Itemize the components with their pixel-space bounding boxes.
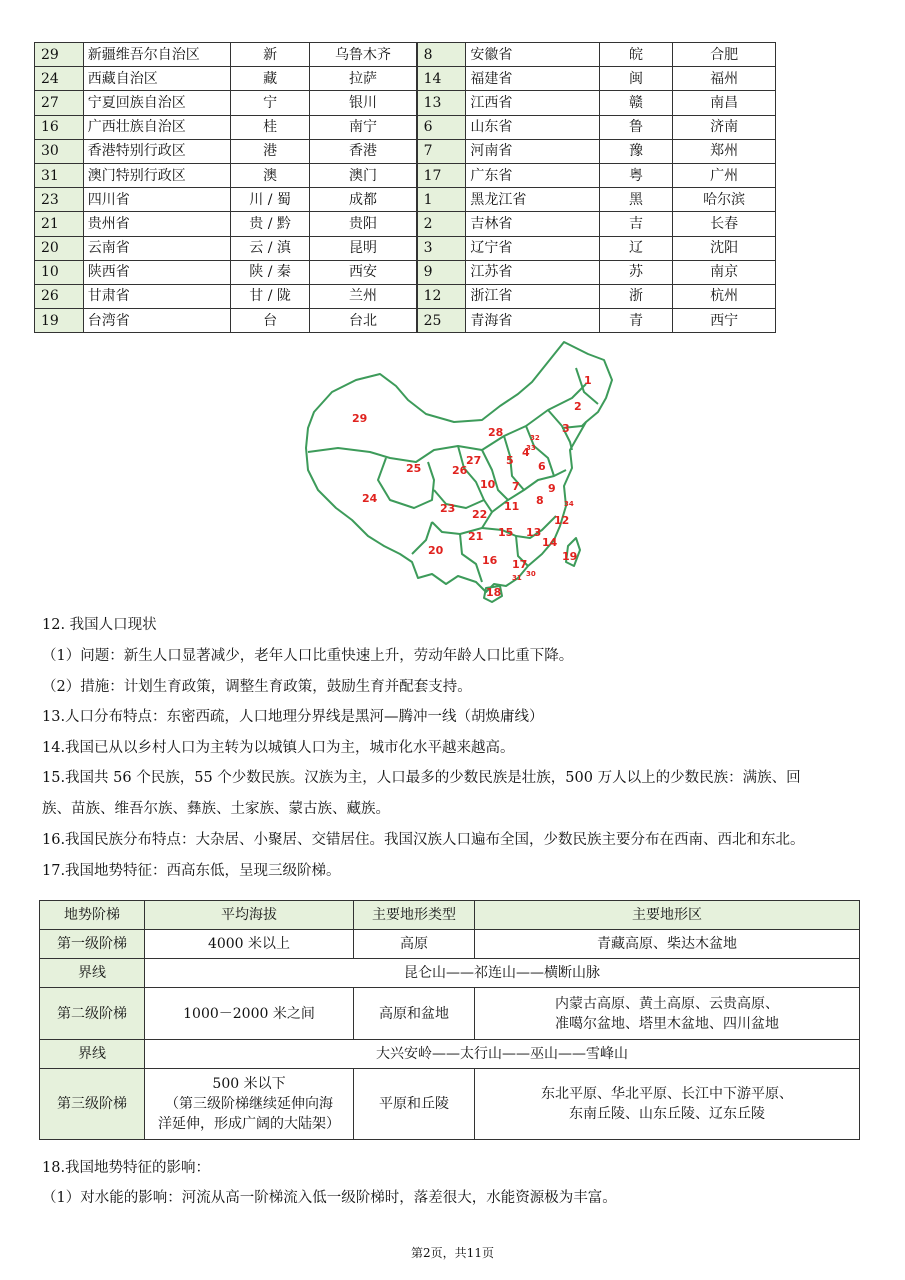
cell-left-number: 26 [35, 284, 84, 308]
province-row [35, 139, 776, 163]
header-cell: 主要地形类型 [354, 901, 475, 930]
cell-right-capital: 长春 [673, 212, 776, 236]
cell-left-name: 西藏自治区 [83, 67, 230, 91]
cell-left-capital: 台北 [310, 309, 417, 333]
map-label-34: 34 [564, 500, 574, 508]
cell-left-number: 30 [35, 139, 84, 163]
cell-left-name: 四川省 [83, 188, 230, 212]
cell-left-number: 24 [35, 67, 84, 91]
map-label-16: 16 [482, 554, 498, 567]
cell-right-abbreviation: 黑 [599, 188, 672, 212]
paragraph-population-title: 12. 我国人口现状 [42, 617, 157, 633]
map-label-8: 8 [536, 494, 544, 507]
map-label-24: 24 [362, 492, 378, 505]
province-row [35, 115, 776, 139]
map-label-31: 31 [512, 574, 522, 582]
cell-left-name: 广西壮族自治区 [83, 115, 230, 139]
step-areas [475, 1069, 860, 1140]
terrain-row-border2 [40, 1040, 860, 1069]
terrain-row-step3 [40, 1069, 860, 1140]
step-altitude-line: 500 米以下 [212, 1076, 286, 1092]
cell-right-capital: 济南 [673, 115, 776, 139]
step-altitude-line: 洋延伸，形成广阔的大陆架） [158, 1116, 340, 1132]
map-label-22: 22 [472, 508, 488, 521]
map-label-23: 23 [440, 502, 456, 515]
paragraph-urbanization: 14.我国已从以乡村人口为主转为以城镇人口为主，城市化水平越来越高。 [42, 740, 515, 756]
province-row [35, 67, 776, 91]
map-label-26: 26 [452, 464, 468, 477]
cell-left-capital: 乌鲁木齐 [310, 43, 417, 67]
cell-left-capital: 西安 [310, 260, 417, 284]
cell-right-abbreviation: 鲁 [599, 115, 672, 139]
cell-left-abbreviation: 贵 / 黔 [230, 212, 310, 236]
cell-right-name: 青海省 [466, 309, 600, 333]
cell-left-capital: 成都 [310, 188, 417, 212]
cell-right-capital: 南昌 [673, 91, 776, 115]
province-row [35, 91, 776, 115]
step-areas-line: 东南丘陵、山东丘陵、辽东丘陵 [569, 1106, 765, 1122]
cell-left-abbreviation: 台 [230, 309, 310, 333]
step-landform: 平原和丘陵 [354, 1069, 475, 1140]
cell-right-abbreviation: 豫 [599, 139, 672, 163]
cell-left-capital: 南宁 [310, 115, 417, 139]
map-label-20: 20 [428, 544, 444, 557]
cell-right-number: 17 [417, 163, 466, 187]
cell-left-abbreviation: 藏 [230, 67, 310, 91]
page-footer: 第2页，共11页 [411, 1246, 494, 1260]
cell-right-abbreviation: 赣 [599, 91, 672, 115]
cell-left-abbreviation: 桂 [230, 115, 310, 139]
map-label-29: 29 [352, 412, 368, 425]
border-line-text: 大兴安岭——太行山——巫山——雪峰山 [145, 1040, 860, 1069]
china-province-map [286, 340, 626, 604]
cell-left-number: 31 [35, 163, 84, 187]
cell-left-number: 16 [35, 115, 84, 139]
paragraph-ethnic-distribution: 16.我国民族分布特点：大杂居、小聚居、交错居住。我国汉族人口遍布全国，少数民族主要分布在西南、西北和东北。 [42, 832, 805, 848]
cell-left-number: 27 [35, 91, 84, 115]
province-row [35, 260, 776, 284]
cell-left-name: 贵州省 [83, 212, 230, 236]
cell-right-number: 13 [417, 91, 466, 115]
cell-right-number: 3 [417, 236, 466, 260]
step-landform: 高原 [354, 930, 475, 959]
cell-left-number: 20 [35, 236, 84, 260]
cell-right-capital: 郑州 [673, 139, 776, 163]
cell-right-abbreviation: 浙 [599, 284, 672, 308]
terrain-row-step2 [40, 988, 860, 1040]
cell-right-number: 2 [417, 212, 466, 236]
step-areas: 青藏高原、柴达木盆地 [475, 930, 860, 959]
cell-right-name: 吉林省 [466, 212, 600, 236]
map-label-19: 19 [562, 550, 578, 563]
map-label-32: 32 [530, 434, 540, 442]
paragraph-terrain-feature: 17.我国地势特征：西高东低，呈现三级阶梯。 [42, 863, 341, 879]
map-label-11: 11 [504, 500, 520, 513]
cell-right-abbreviation: 青 [599, 309, 672, 333]
border-label: 界线 [40, 959, 145, 988]
cell-right-name: 浙江省 [466, 284, 600, 308]
cell-left-abbreviation: 宁 [230, 91, 310, 115]
cell-right-capital: 福州 [673, 67, 776, 91]
cell-right-name: 安徽省 [466, 43, 600, 67]
province-row [35, 236, 776, 260]
paragraph-population-problem: （1）问题：新生人口显著减少，老年人口比重快速上升，劳动年龄人口比重下降。 [42, 648, 574, 664]
map-label-4: 4 [522, 446, 530, 459]
step-areas-line: 准噶尔盆地、塔里木盆地、四川盆地 [555, 1015, 779, 1032]
map-label-10: 10 [480, 478, 496, 491]
cell-right-abbreviation: 苏 [599, 260, 672, 284]
border-label: 界线 [40, 1040, 145, 1069]
cell-right-capital: 沈阳 [673, 236, 776, 260]
cell-left-name: 台湾省 [83, 309, 230, 333]
step-altitude: 1000－2000 米之间 [145, 988, 354, 1040]
cell-right-number: 1 [417, 188, 466, 212]
cell-left-abbreviation: 港 [230, 139, 310, 163]
cell-right-capital: 西宁 [673, 309, 776, 333]
step-landform: 高原和盆地 [354, 988, 475, 1040]
cell-left-abbreviation: 川 / 蜀 [230, 188, 310, 212]
cell-left-abbreviation: 甘 / 陇 [230, 284, 310, 308]
step-altitude: 4000 米以上 [145, 930, 354, 959]
map-label-6: 6 [538, 460, 546, 473]
map-label-33: 33 [526, 444, 536, 452]
paragraph-population-distribution: 13.人口分布特点：东密西疏，人口地理分界线是黑河—腾冲一线（胡焕庸线） [42, 709, 544, 725]
cell-right-abbreviation: 吉 [599, 212, 672, 236]
cell-left-number: 23 [35, 188, 84, 212]
cell-right-capital: 南京 [673, 260, 776, 284]
cell-right-name: 黑龙江省 [466, 188, 600, 212]
cell-right-abbreviation: 粤 [599, 163, 672, 187]
cell-right-abbreviation: 辽 [599, 236, 672, 260]
map-label-30: 30 [526, 570, 536, 578]
province-row [35, 163, 776, 187]
cell-left-abbreviation: 新 [230, 43, 310, 67]
cell-right-number: 7 [417, 139, 466, 163]
cell-right-name: 广东省 [466, 163, 600, 187]
map-label-3: 3 [562, 422, 570, 435]
cell-right-number: 6 [417, 115, 466, 139]
cell-left-name: 陕西省 [83, 260, 230, 284]
cell-right-name: 江苏省 [466, 260, 600, 284]
province-row [35, 212, 776, 236]
map-label-14: 14 [542, 536, 558, 549]
map-label-18: 18 [486, 586, 502, 599]
header-cell: 主要地形区 [475, 901, 860, 930]
cell-left-name: 香港特别行政区 [83, 139, 230, 163]
cell-left-name: 云南省 [83, 236, 230, 260]
step-areas [475, 988, 860, 1040]
cell-left-name: 澳门特别行政区 [83, 163, 230, 187]
map-label-25: 25 [406, 462, 422, 475]
cell-left-number: 29 [35, 43, 84, 67]
terrain-row-step1 [40, 930, 860, 959]
cell-left-capital: 澳门 [310, 163, 417, 187]
province-row [35, 284, 776, 308]
map-label-5: 5 [506, 454, 514, 467]
cell-left-number: 21 [35, 212, 84, 236]
map-label-1: 1 [584, 374, 592, 387]
china-map-svg [286, 340, 626, 604]
cell-right-abbreviation: 闽 [599, 67, 672, 91]
terrain-header-row [40, 901, 860, 930]
map-label-7: 7 [512, 480, 520, 493]
cell-left-name: 宁夏回族自治区 [83, 91, 230, 115]
paragraph-ethnic-groups-line2: 族、苗族、维吾尔族、彝族、土家族、蒙古族、藏族。 [42, 801, 390, 817]
province-row [35, 309, 776, 333]
step-altitude-line: （第三级阶梯继续延伸向海 [165, 1096, 333, 1112]
province-table [34, 42, 776, 333]
cell-right-name: 福建省 [466, 67, 600, 91]
step-areas-line: 内蒙古高原、黄土高原、云贵高原、 [555, 995, 779, 1012]
map-label-27: 27 [466, 454, 482, 467]
cell-right-name: 山东省 [466, 115, 600, 139]
cell-left-abbreviation: 澳 [230, 163, 310, 187]
cell-right-number: 14 [417, 67, 466, 91]
border-line-text: 昆仑山——祁连山——横断山脉 [145, 959, 860, 988]
cell-right-capital: 哈尔滨 [673, 188, 776, 212]
cell-left-capital: 昆明 [310, 236, 417, 260]
paragraph-ethnic-groups-line1: 15.我国共 56 个民族，55 个少数民族。汉族为主，人口最多的少数民族是壮族，500 万人以上的少数民族：满族、回 [42, 770, 801, 786]
cell-right-abbreviation: 皖 [599, 43, 672, 67]
cell-left-capital: 兰州 [310, 284, 417, 308]
cell-right-name: 江西省 [466, 91, 600, 115]
step-altitude [145, 1069, 354, 1140]
province-row [35, 188, 776, 212]
cell-right-capital: 合肥 [673, 43, 776, 67]
map-label-15: 15 [498, 526, 514, 539]
step-label: 第三级阶梯 [40, 1069, 145, 1140]
map-label-17: 17 [512, 558, 528, 571]
terrain-row-border1 [40, 959, 860, 988]
cell-left-capital: 银川 [310, 91, 417, 115]
cell-right-number: 9 [417, 260, 466, 284]
header-cell: 地势阶梯 [40, 901, 145, 930]
cell-right-name: 河南省 [466, 139, 600, 163]
header-cell: 平均海拔 [145, 901, 354, 930]
terrain-steps-table [39, 900, 860, 1140]
cell-right-capital: 杭州 [673, 284, 776, 308]
step-label: 第一级阶梯 [40, 930, 145, 959]
paragraph-hydropower: （1）对水能的影响：河流从高一阶梯流入低一级阶梯时，落差很大，水能资源极为丰富。 [42, 1190, 617, 1206]
cell-left-capital: 香港 [310, 139, 417, 163]
cell-right-number: 8 [417, 43, 466, 67]
map-label-9: 9 [548, 482, 556, 495]
map-label-28: 28 [488, 426, 504, 439]
cell-left-number: 19 [35, 309, 84, 333]
province-row [35, 43, 776, 67]
paragraph-terrain-impact: 18.我国地势特征的影响： [42, 1160, 211, 1176]
cell-left-name: 甘肃省 [83, 284, 230, 308]
cell-left-name: 新疆维吾尔自治区 [83, 43, 230, 67]
cell-right-capital: 广州 [673, 163, 776, 187]
map-label-13: 13 [526, 526, 542, 539]
cell-left-capital: 拉萨 [310, 67, 417, 91]
paragraph-population-measures: （2）措施：计划生育政策，调整生育政策，鼓励生育并配套支持。 [42, 679, 472, 695]
step-areas-line: 东北平原、华北平原、长江中下游平原、 [541, 1086, 793, 1102]
cell-left-abbreviation: 云 / 滇 [230, 236, 310, 260]
map-label-2: 2 [574, 400, 582, 413]
map-label-12: 12 [554, 514, 570, 527]
map-label-21: 21 [468, 530, 484, 543]
cell-right-number: 25 [417, 309, 466, 333]
cell-left-abbreviation: 陕 / 秦 [230, 260, 310, 284]
cell-left-number: 10 [35, 260, 84, 284]
cell-right-number: 12 [417, 284, 466, 308]
cell-right-name: 辽宁省 [466, 236, 600, 260]
step-label: 第二级阶梯 [40, 988, 145, 1040]
cell-left-capital: 贵阳 [310, 212, 417, 236]
